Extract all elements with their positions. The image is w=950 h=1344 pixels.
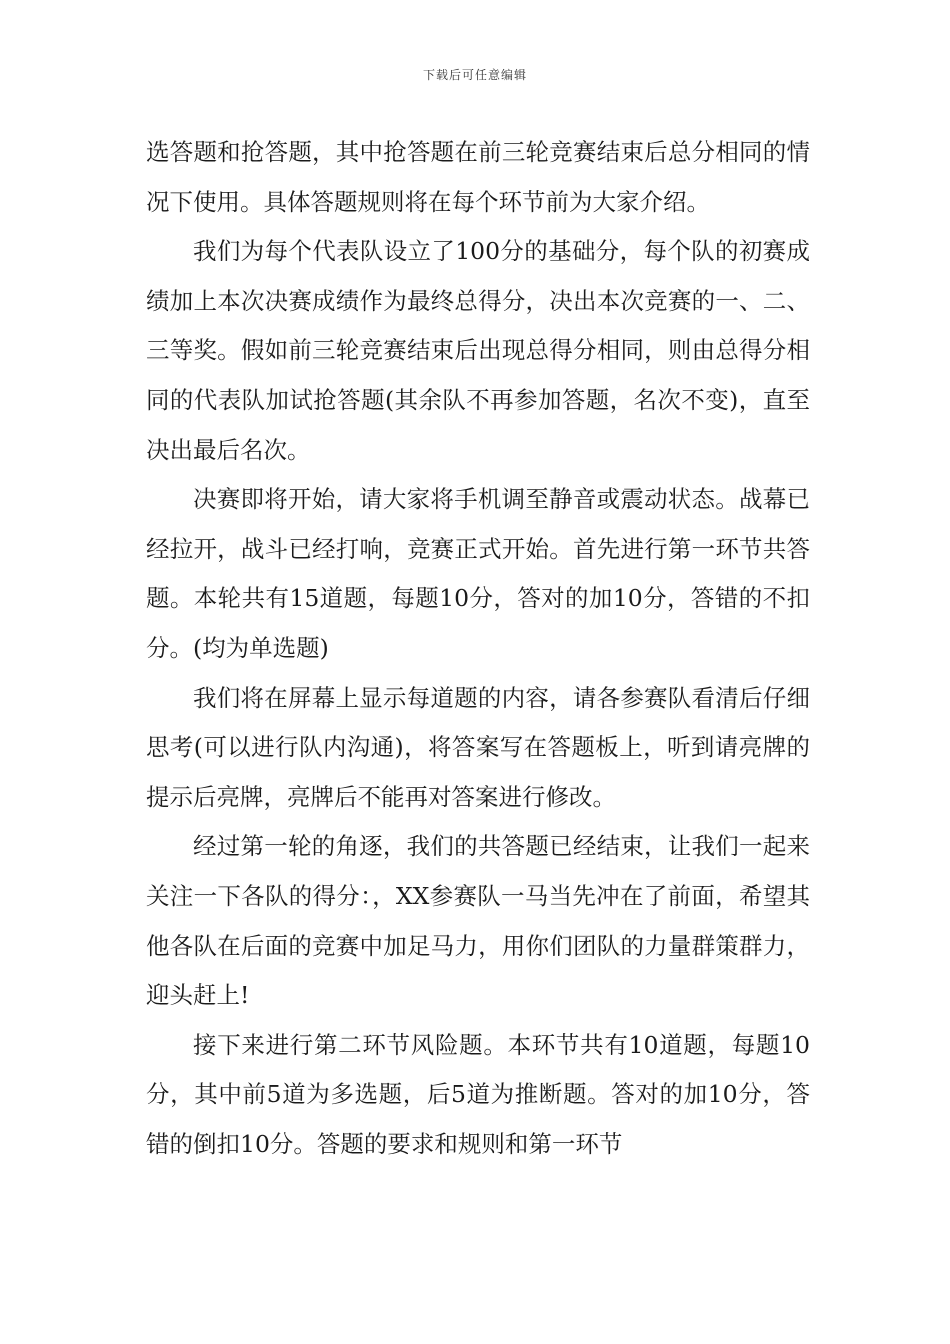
paragraph-6: 接下来进行第二环节风险题。本环节共有10道题，每题10分，其中前5道为多选题，后5道为推断题。答对的加10分，答错的倒扣10分。答题的要求和规则和第一环节 [146,1030,810,1158]
paragraph-1: 选答题和抢答题，其中抢答题在前三轮竞赛结束后总分相同的情况下使用。具体答题规则将在每个环节前为大家介绍。 [146,138,810,216]
page-header: 下载后可任意编辑 [422,68,527,82]
paragraph-3: 决赛即将开始，请大家将手机调至静音或震动状态。战幕已经拉开，战斗已经打响，竞赛正式开始。首先进行第一环节共答题。本轮共有15道题，每题10分，答对的加10分，答错的不扣分。(均为单选题) [146,485,810,662]
paragraph-5: 经过第一轮的角逐，我们的共答题已经结束，让我们一起来关注一下各队的得分：，XX参赛队一马当先冲在了前面，希望其他各队在后面的竞赛中加足马力，用你们团队的力量群策群力，迎头赶上! [146,832,810,1010]
paragraph-4: 我们将在屏幕上显示每道题的内容，请各参赛队看清后仔细思考(可以进行队内沟通)，将答案写在答题板上，听到请亮牌的提示后亮牌，亮牌后不能再对答案进行修改。 [146,683,810,811]
body-text [146,128,810,1169]
paragraph-2: 我们为每个代表队设立了100分的基础分，每个队的初赛成绩加上本次决赛成绩作为最终总得分，决出本次竞赛的一、二、三等奖。假如前三轮竞赛结束后出现总得分相同，则由总得分相同的代表队加试抢答题(其余队不再参加答题，名次不变)，直至决出最后名次。 [146,237,810,464]
